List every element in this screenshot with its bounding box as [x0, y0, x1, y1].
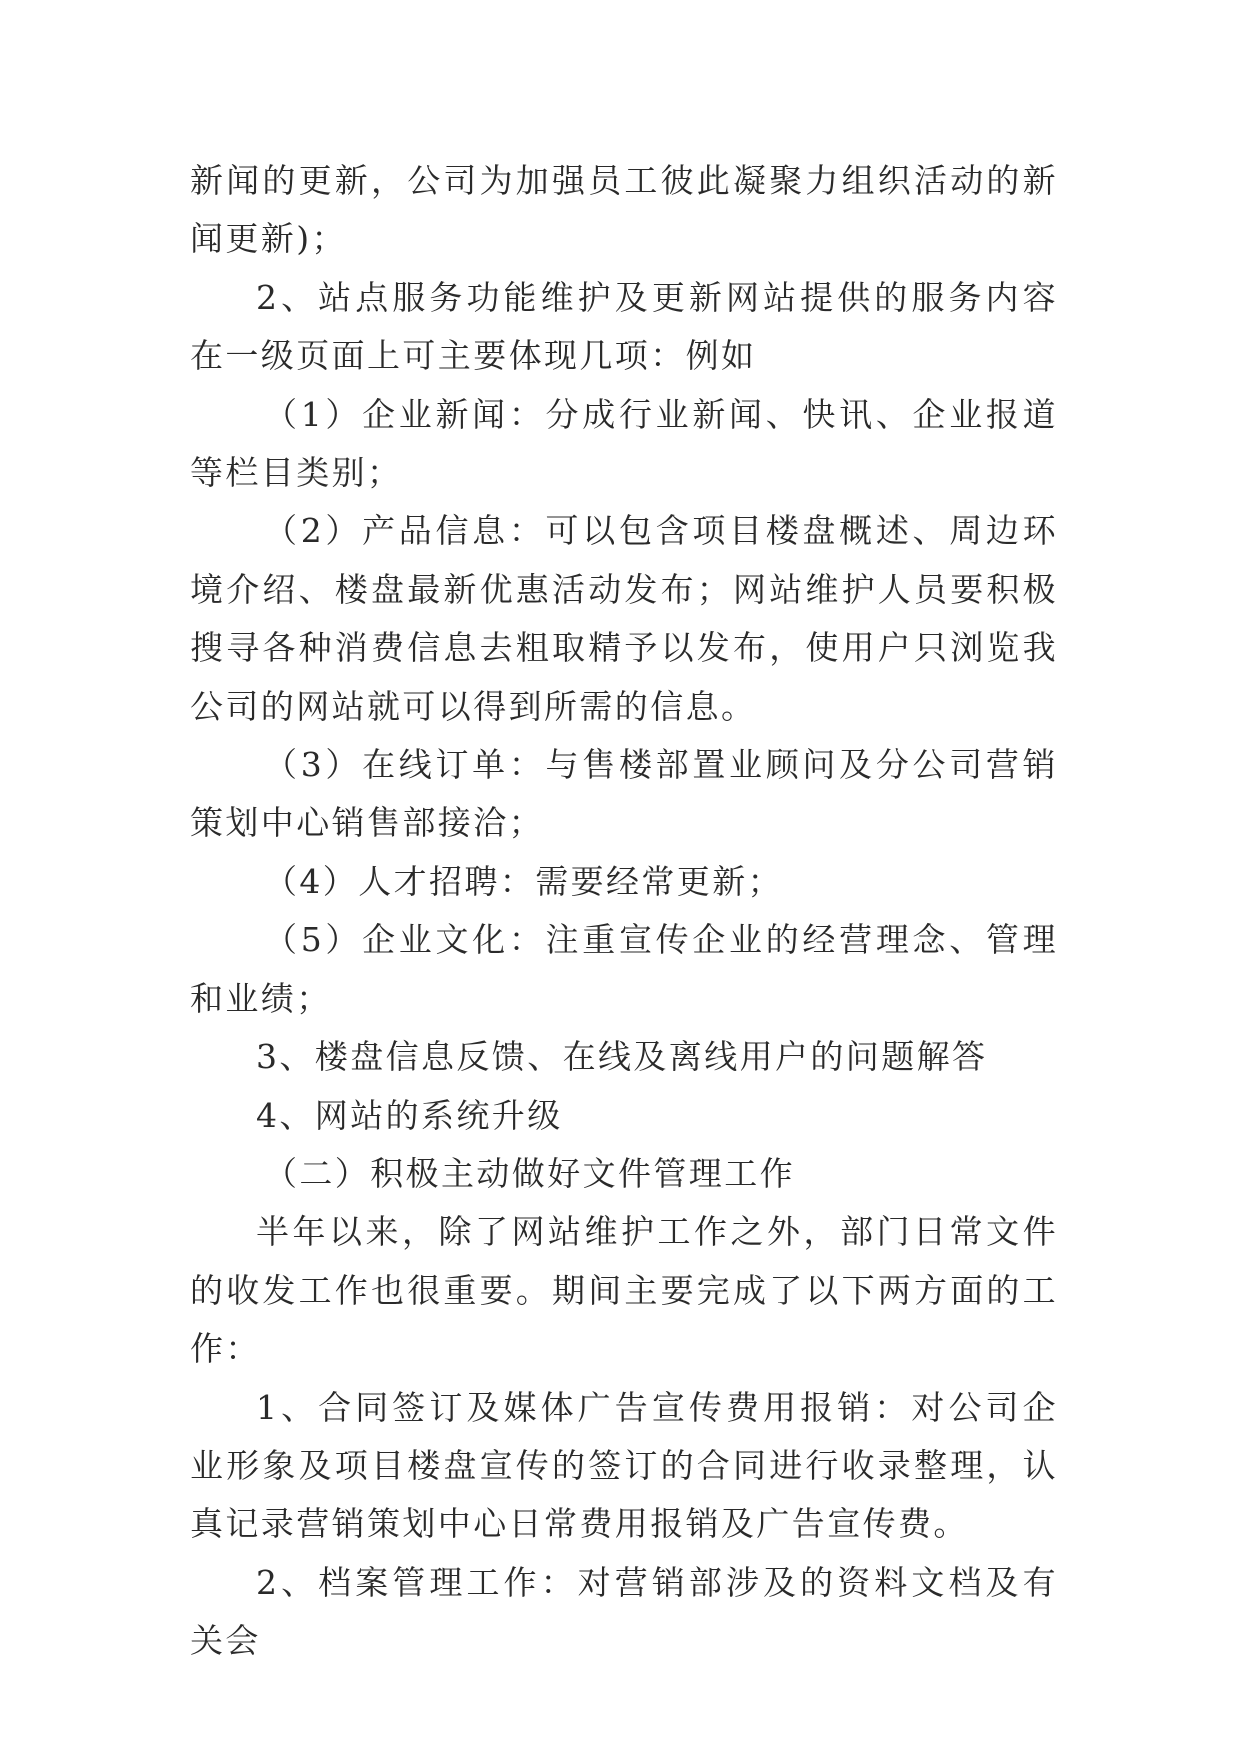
document-body: [190, 152, 1058, 1671]
paragraph-contract-signing: 1、合同签订及媒体广告宣传费用报销：对公司企业形象及项目楼盘宣传的签订的合同进行收录整理，认真记录营销策划中心日常费用报销及广告宣传费。: [190, 1387, 1058, 1544]
paragraph-site-service: 2、站点服务功能维护及更新网站提供的服务内容在一级页面上可主要体现几项：例如: [190, 277, 1058, 376]
paragraph-feedback: 3、楼盘信息反馈、在线及离线用户的问题解答: [256, 1037, 988, 1077]
paragraph-continuation: 新闻的更新，公司为加强员工彼此凝聚力组织活动的新闻更新)；: [190, 161, 1058, 259]
paragraph-archive-management: 2、档案管理工作：对营销部涉及的资料文档及有关会: [190, 1562, 1058, 1661]
paragraph-enterprise-news: （1）企业新闻：分成行业新闻、快讯、企业报道等栏目类别；: [190, 394, 1058, 493]
section-heading-file-management: （二）积极主动做好文件管理工作: [264, 1153, 795, 1193]
paragraph-corporate-culture: （5）企业文化：注重宣传企业的经营理念、管理和业绩；: [190, 920, 1058, 1018]
paragraph-online-order: （3）在线订单：与售楼部置业顾问及分公司营销策划中心销售部接洽；: [190, 745, 1058, 843]
paragraph-half-year: 半年以来，除了网站维护工作之外，部门日常文件的收发工作也很重要。期间主要完成了以下两方面的工作：: [190, 1212, 1058, 1369]
paragraph-product-info: （2）产品信息：可以包含项目楼盘概述、周边环境介绍、楼盘最新优惠活动发布；网站维护人员要积极搜寻各种消费信息去粗取精予以发布，使用户只浏览我公司的网站就可以得到所需的信息。: [190, 511, 1058, 726]
paragraph-recruitment: （4）人才招聘：需要经常更新；: [264, 861, 783, 901]
paragraph-system-upgrade: 4、网站的系统升级: [256, 1095, 563, 1135]
